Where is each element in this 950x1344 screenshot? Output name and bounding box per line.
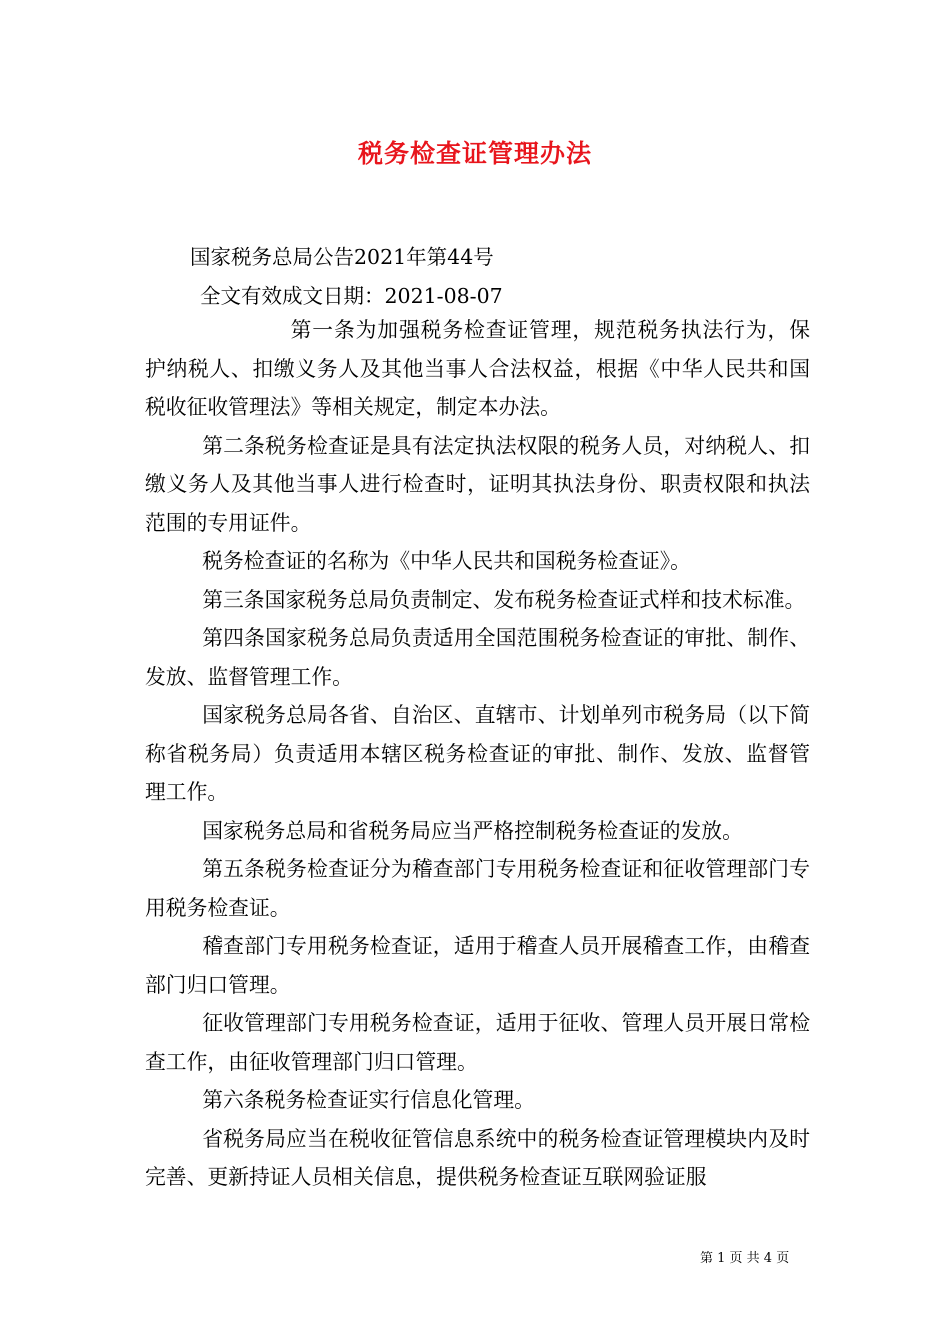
paragraph-article-2: 第二条税务检查证是具有法定执法权限的税务人员，对纳税人、扣缴义务人及其他当事人进行检查时，证明其执法身份、职责权限和执法范围的专用证件。 bbox=[145, 433, 810, 535]
page-number: 第 1 页 共 4 页 bbox=[700, 1251, 790, 1266]
paragraph-article-4: 第四条国家税务总局负责适用全国范围税务检查证的审批、制作、发放、监督管理工作。 bbox=[145, 626, 810, 689]
paragraph: 征收管理部门专用税务检查证，适用于征收、管理人员开展日常检查工作，由征收管理部门归口管理。 bbox=[145, 1011, 810, 1074]
document-title: 税务检查证管理办法 bbox=[357, 139, 592, 168]
paragraph-article-5: 第五条税务检查证分为稽查部门专用税务检查证和征收管理部门专用税务检查证。 bbox=[145, 857, 810, 920]
notice-number: 国家税务总局公告2021年第44号 bbox=[190, 245, 494, 269]
paragraph-article-1: 第一条为加强税务检查证管理，规范税务执法行为，保护纳税人、扣缴义务人及其他当事人合法权益，根据《中华人民共和国税收征收管理法》等相关规定，制定本办法。 bbox=[145, 318, 810, 419]
paragraph: 国家税务总局各省、自治区、直辖市、计划单列市税务局（以下简称省税务局）负责适用本辖区税务检查证的审批、制作、发放、监督管理工作。 bbox=[145, 703, 810, 804]
paragraph-article-3: 第三条国家税务总局负责制定、发布税务检查证式样和技术标准。 bbox=[202, 587, 806, 612]
paragraph: 省税务局应当在税收征管信息系统中的税务检查证管理模块内及时完善、更新持证人员相关信息，提供税务检查证互联网验证服 bbox=[145, 1126, 810, 1189]
paragraph: 国家税务总局和省税务局应当严格控制税务检查证的发放。 bbox=[202, 818, 743, 843]
paragraph-article-6: 第六条税务检查证实行信息化管理。 bbox=[202, 1088, 535, 1112]
paragraph: 稽查部门专用税务检查证，适用于稽查人员开展稽查工作，由稽查部门归口管理。 bbox=[145, 934, 810, 997]
paragraph: 税务检查证的名称为《中华人民共和国税务检查证》。 bbox=[202, 549, 691, 573]
document-body bbox=[145, 311, 810, 1197]
effective-date: 全文有效成文日期：2021-08-07 bbox=[200, 284, 503, 308]
